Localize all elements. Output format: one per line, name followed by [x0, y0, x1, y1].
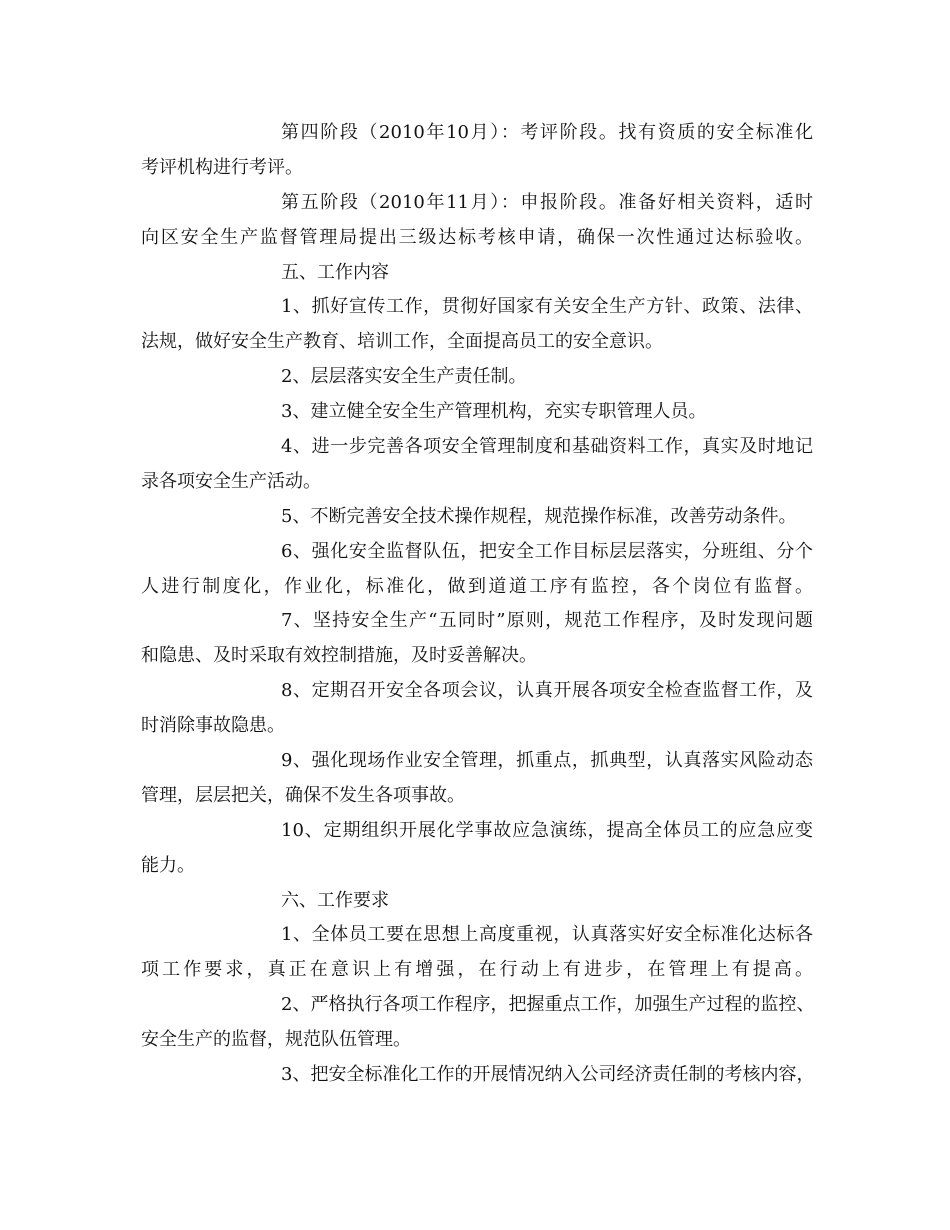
paragraph-line: 1、抓好宣传工作，贯彻好国家有关安全生产方针、政策、法律、 — [281, 296, 813, 318]
paragraph-line: 向区安全生产监督管理局提出三级达标考核申请，确保一次性通过达标验收。 — [141, 226, 813, 248]
paragraph-line: 3、把安全标准化工作的开展情况纳入公司经济责任制的考核内容， — [281, 1064, 815, 1086]
paragraph-line: 10、定期组织开展化学事故应急演练，提高全体员工的应急应变 — [281, 819, 813, 841]
paragraph-line: 考评机构进行考评。 — [141, 156, 303, 178]
paragraph-line: 法规，做好安全生产教育、培训工作，全面提高员工的安全意识。 — [141, 331, 663, 353]
paragraph-line: 项工作要求，真正在意识上有增强，在行动上有进步，在管理上有提高。 — [141, 959, 813, 981]
document-body — [141, 116, 813, 1093]
paragraph-line: 安全生产的监督，规范队伍管理。 — [141, 1029, 411, 1051]
paragraph-line: 2、严格执行各项工作程序，把握重点工作，加强生产过程的监控、 — [281, 994, 815, 1016]
paragraph-line: 第四阶段（2010年10月）：考评阶段。找有资质的安全标准化 — [281, 122, 813, 143]
paragraph-line: 第五阶段（2010年11月）：申报阶段。准备好相关资料，适时 — [281, 191, 813, 213]
paragraph-line: 录各项安全生产活动。 — [141, 470, 321, 492]
paragraph-line: 4、进一步完善各项安全管理制度和基础资料工作，真实及时地记 — [281, 436, 813, 458]
paragraph-line: 6、强化安全监督队伍，把安全工作目标层层落实，分班组、分个 — [281, 540, 813, 562]
paragraph-line: 管理，层层把关，确保不发生各项事故。 — [141, 784, 465, 806]
paragraph-line: 9、强化现场作业安全管理，抓重点，抓典型，认真落实风险动态 — [281, 750, 813, 772]
paragraph-line: 1、全体员工要在思想上高度重视，认真落实好安全标准化达标各 — [281, 924, 813, 946]
section-heading: 五、工作内容 — [281, 261, 389, 283]
paragraph-line: 时消除事故隐患。 — [141, 715, 285, 737]
paragraph-line: 人进行制度化，作业化，标准化，做到道道工序有监控，各个岗位有监督。 — [141, 575, 813, 597]
paragraph-line: 5、不断完善安全技术操作规程，规范操作标准，改善劳动条件。 — [281, 505, 797, 527]
paragraph-line: 和隐患、及时采取有效控制措施，及时妥善解决。 — [141, 645, 537, 667]
paragraph-line: 2、层层落实安全生产责任制。 — [281, 366, 527, 388]
paragraph-line: 能力。 — [141, 854, 195, 876]
paragraph-line: 7、坚持安全生产“五同时”原则，规范工作程序，及时发现问题 — [281, 610, 813, 632]
paragraph-line: 8、定期召开安全各项会议，认真开展各项安全检查监督工作，及 — [281, 680, 813, 702]
section-heading: 六、工作要求 — [281, 889, 389, 911]
paragraph-line: 3、建立健全安全生产管理机构，充实专职管理人员。 — [281, 401, 707, 423]
